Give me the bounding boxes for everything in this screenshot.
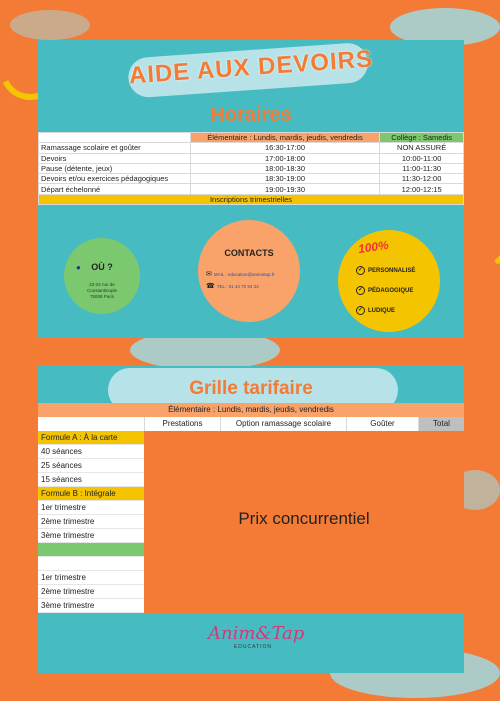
table-header-row <box>39 133 464 143</box>
check-circle-icon: ✓ <box>357 307 364 313</box>
table-cell: 19:00-19:30 <box>190 184 380 194</box>
table-cell: 11:00-11:30 <box>380 163 464 173</box>
list-item: 1er trimestre <box>38 501 144 515</box>
column-header: Prestations <box>144 417 220 431</box>
list-item: 15 séances <box>38 473 144 487</box>
list-item <box>38 557 144 571</box>
table-cell: Départ échelonné <box>39 184 191 194</box>
logo-subtitle: EDUCATION <box>233 644 273 650</box>
mail-icon: ✉ <box>206 271 212 278</box>
phone-row <box>206 282 259 290</box>
logo-text: Anim&Tap <box>208 623 305 644</box>
phone-icon: ☎ <box>206 283 215 290</box>
table-row <box>39 174 464 184</box>
table-header-cell <box>39 133 191 143</box>
list-item: 1er trimestre <box>38 571 144 585</box>
table-cell: 12:00-12:15 <box>380 184 464 194</box>
address <box>72 282 132 300</box>
table-cell: 18:00-18:30 <box>190 163 380 173</box>
pricing-columns <box>38 417 464 431</box>
formula-c-label <box>38 543 144 557</box>
table-footer-row <box>39 194 464 204</box>
table-cell: Ramassage scolaire et goûter <box>39 143 191 153</box>
table-cell: Pause (détente, jeux) <box>39 163 191 173</box>
table-cell: 18:30-19:00 <box>190 174 380 184</box>
list-item: 3ème trimestre <box>38 529 144 543</box>
formula-b-label: Formule B : Intégrale <box>38 487 144 501</box>
list-item: 2ème trimestre <box>38 585 144 599</box>
address-line: 22-24 rue de <box>89 282 115 287</box>
list-item: 2ème trimestre <box>38 515 144 529</box>
list-item: 40 séances <box>38 445 144 459</box>
horaires-title: Horaires <box>210 104 292 126</box>
table-cell: 11:30-12:00 <box>380 174 464 184</box>
registration-note: Inscriptions trimestrielles <box>39 194 464 204</box>
quality-item: ✓ PÉDAGOGIQUE <box>357 287 414 295</box>
schedule-table <box>38 132 464 205</box>
decor-cloud <box>10 10 90 40</box>
schedule-panel <box>38 40 464 338</box>
table-row <box>39 153 464 163</box>
table-cell: Devoirs <box>39 153 191 163</box>
quality-item: ✓ LUDIQUE <box>357 307 395 315</box>
column-header: Option ramassage scolaire <box>220 417 346 431</box>
table-row <box>39 184 464 194</box>
pricing-panel <box>38 366 464 673</box>
column-header: Total <box>418 417 464 431</box>
table-cell: NON ASSURÉ <box>380 143 464 153</box>
check-circle-icon: ✓ <box>357 267 364 273</box>
location-label: OÙ ? <box>91 262 113 272</box>
brand-logo <box>208 623 305 663</box>
price-area <box>144 431 464 613</box>
location-circle <box>64 238 140 314</box>
table-row <box>39 163 464 173</box>
mail-link[interactable]: MAIL : education@animetap.fr <box>213 272 275 277</box>
table-header-cell: Collège : Samedis <box>380 133 464 143</box>
table-cell: Devoirs et/ou exercices pédagogiques <box>39 174 191 184</box>
list-item: 25 séances <box>38 459 144 473</box>
mail-row <box>206 270 275 278</box>
table-header-cell: Élémentaire : Lundis, mardis, jeudis, vendredis <box>190 133 380 143</box>
phone-link[interactable]: TEL : 01 44 70 94 33 <box>216 284 259 289</box>
location-pin-icon: ● <box>76 263 81 272</box>
address-line: Constantinople <box>86 288 118 293</box>
page-title-text: AIDE AUX DEVOIRS <box>128 45 374 90</box>
contacts-title: CONTACTS <box>224 248 274 258</box>
list-item: 3ème trimestre <box>38 599 144 613</box>
column-header: Goûter <box>346 417 418 431</box>
pricing-rows <box>38 431 144 613</box>
page-title <box>38 40 464 97</box>
contacts-circle <box>198 220 300 322</box>
price-note: Prix concurrentiel <box>238 509 370 528</box>
table-cell: 17:00-18:00 <box>190 153 380 163</box>
table-cell: 16:30-17:00 <box>190 143 380 153</box>
address-line: 75008 Paris <box>89 294 115 299</box>
hundred-percent-badge: 100% <box>357 237 390 257</box>
formula-a-label: Formule A : À la carte <box>38 431 144 445</box>
check-circle-icon: ✓ <box>357 287 364 293</box>
pricing-header: Élémentaire : Lundis, mardis, jeudis, vendredis <box>38 403 464 417</box>
table-cell: 10:00-11:00 <box>380 153 464 163</box>
table-row <box>39 143 464 153</box>
quality-item: ✓ PERSONNALISÉ <box>357 267 416 275</box>
quality-circle <box>338 230 440 332</box>
pricing-title: Grille tarifaire <box>189 378 313 399</box>
